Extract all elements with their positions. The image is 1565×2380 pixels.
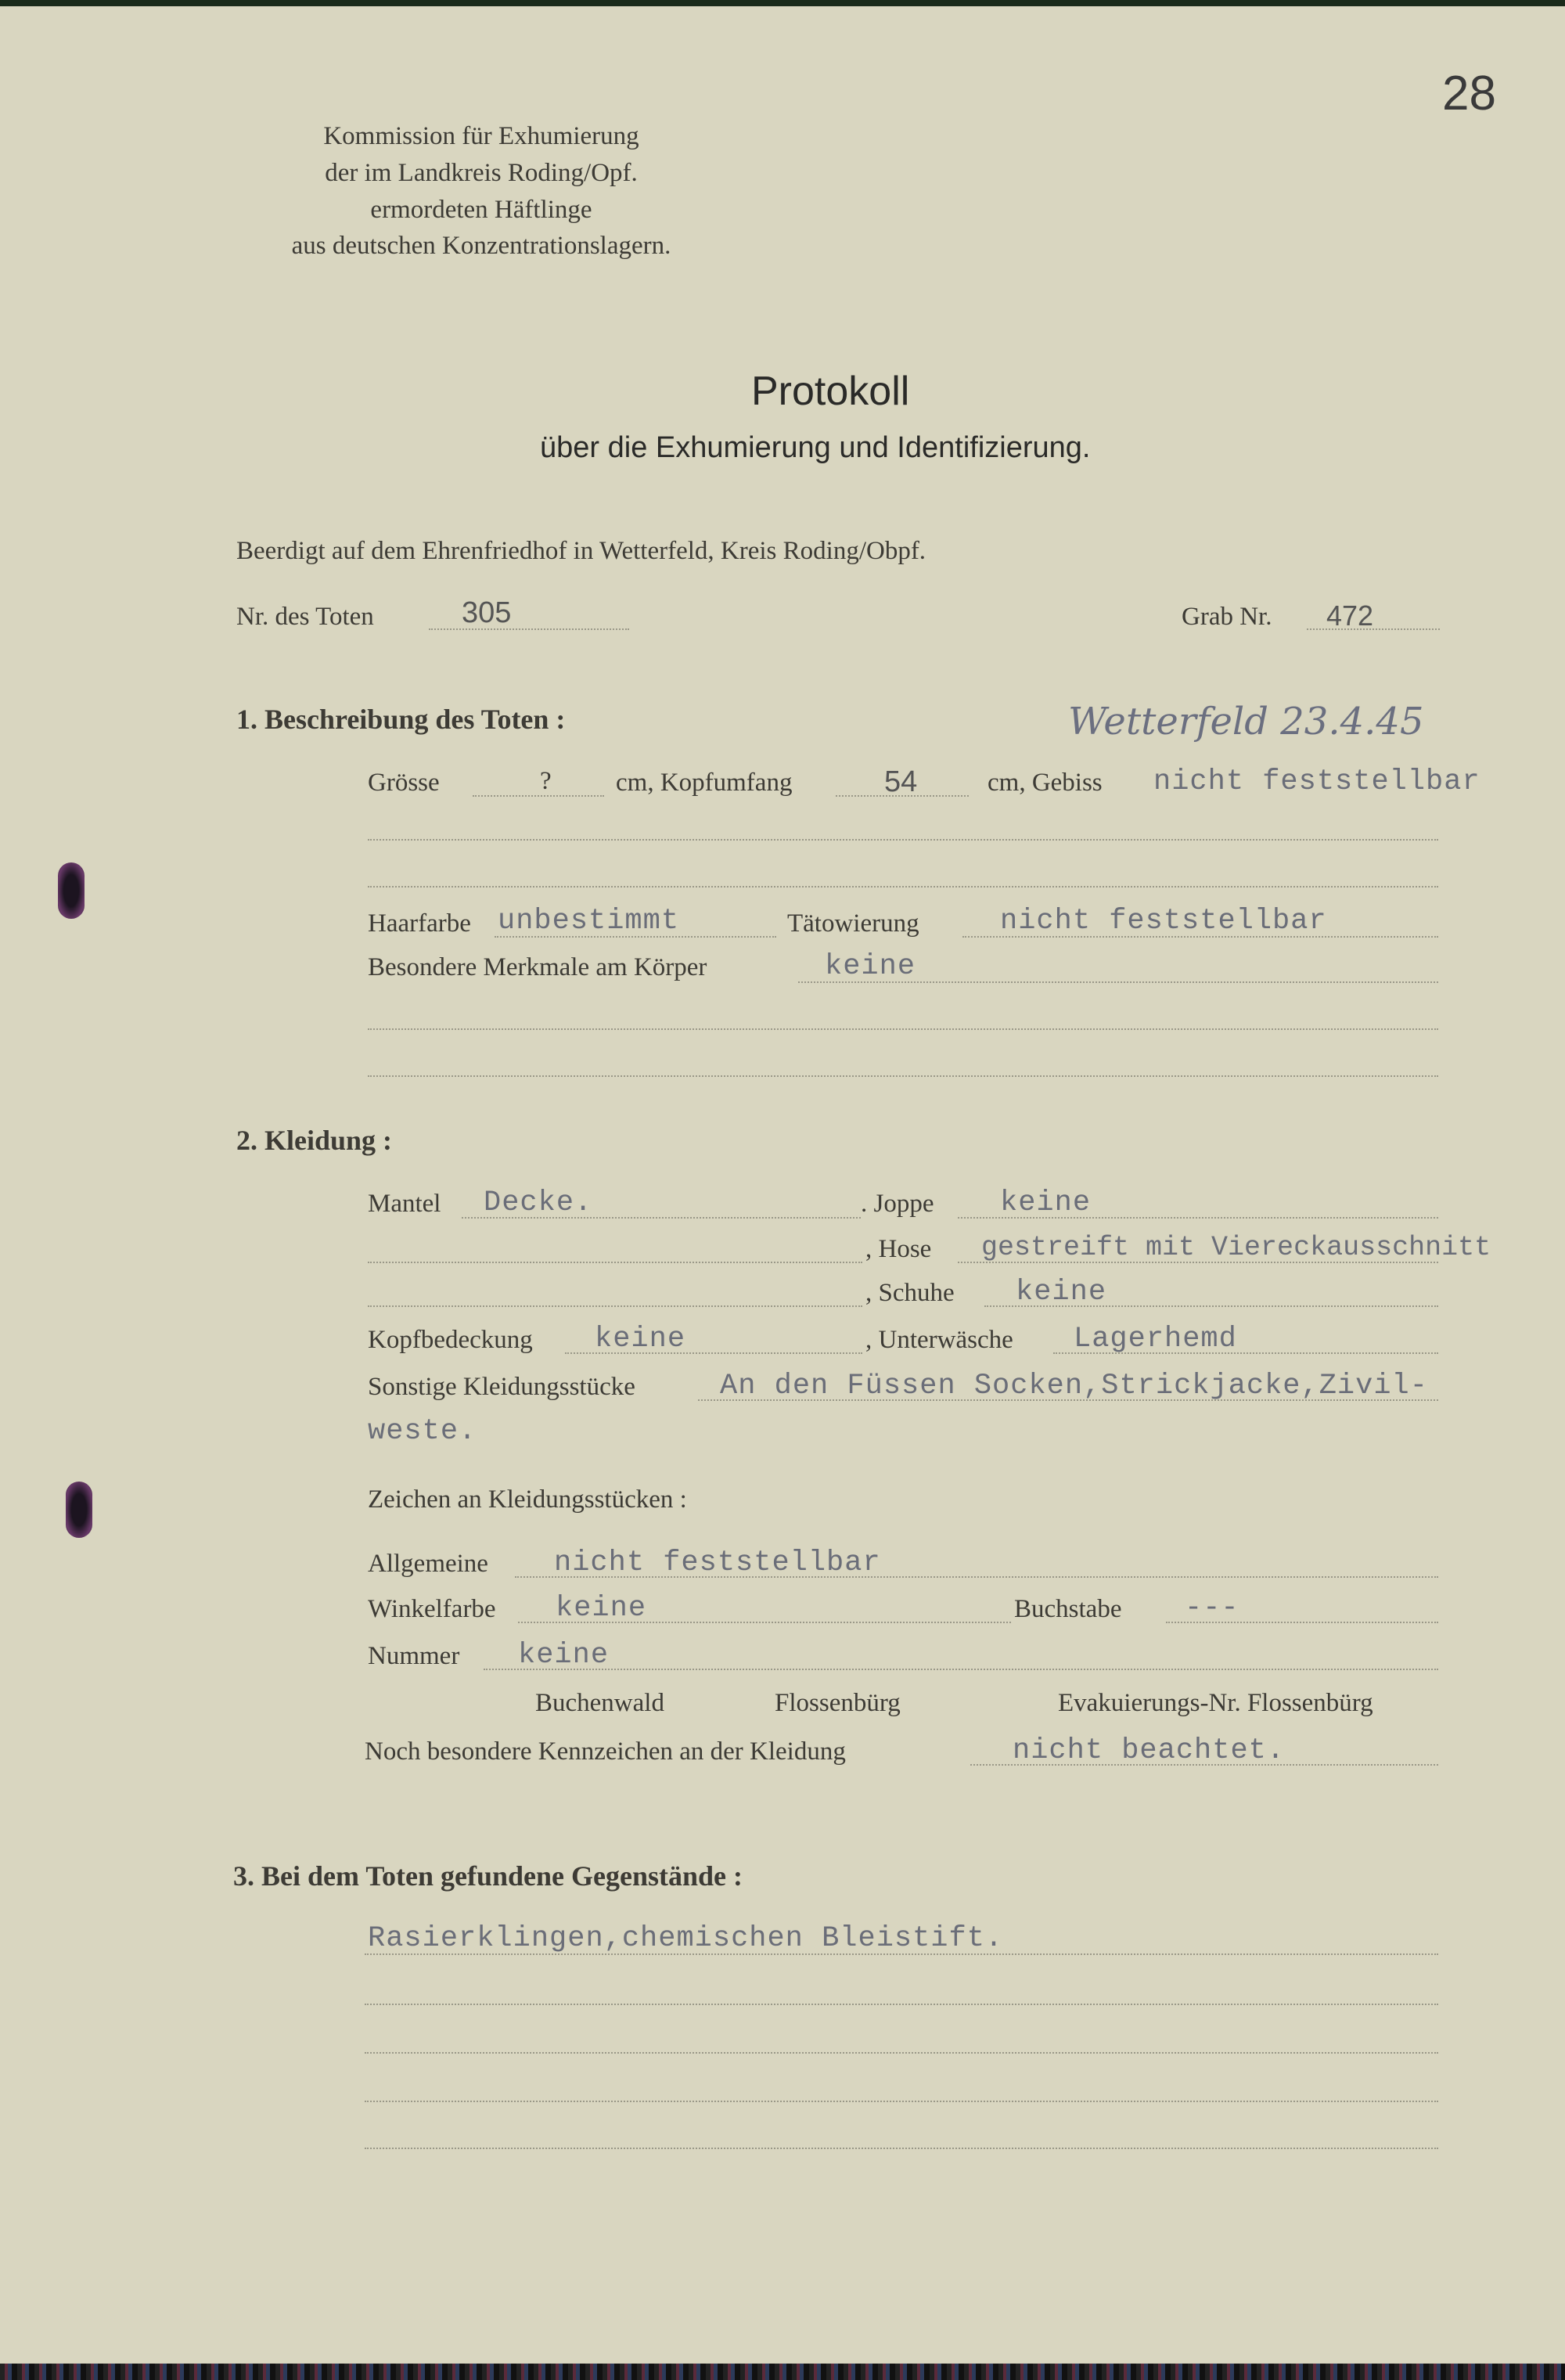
merkmale-value: keine: [825, 950, 916, 983]
cm-gebiss-label: cm, Gebiss: [988, 769, 1103, 797]
items-line-1: [365, 1953, 1438, 1955]
nummer-label: Nummer: [368, 1642, 460, 1670]
hose-value: gestreift mit Viereckausschnitt: [981, 1232, 1491, 1263]
punch-hole-upper: [58, 862, 85, 919]
blank-line-2: [368, 886, 1438, 888]
camp-buchenwald: Buchenwald: [535, 1689, 664, 1717]
evakuierungs-nr: Evakuierungs-Nr. Flossenbürg: [1058, 1689, 1373, 1717]
schuhe-value: keine: [1016, 1276, 1107, 1309]
buchstabe-label: Buchstabe: [1014, 1595, 1122, 1623]
hose-label: , Hose: [865, 1235, 932, 1263]
haarfarbe-label: Haarfarbe: [368, 909, 471, 938]
gebiss-value: nicht feststellbar: [1153, 765, 1480, 798]
handwritten-note: Wetterfeld 23.4.45: [1068, 700, 1424, 744]
unterwaesche-label: , Unterwäsche: [865, 1326, 1013, 1354]
schuhe-lead-line: [368, 1305, 862, 1307]
nummer-line: [484, 1669, 1438, 1670]
schuhe-label: , Schuhe: [865, 1279, 955, 1307]
items-line-3: [365, 2052, 1438, 2054]
kennzeichen-label: Noch besondere Kennzeichen an der Kleidung: [365, 1737, 846, 1766]
taetowierung-value: nicht feststellbar: [1000, 905, 1327, 938]
blank-line-4: [368, 1075, 1438, 1077]
blank-line-1: [368, 839, 1438, 841]
commission-line-1: Kommission für Exhumierung: [323, 122, 639, 150]
sonstige-value-1: An den Füssen Socken,Strickjacke,Zivil-: [720, 1370, 1428, 1402]
kopfbedeckung-label: Kopfbedeckung: [368, 1326, 533, 1354]
joppe-label: . Joppe: [861, 1190, 934, 1218]
groesse-label: Grösse: [368, 769, 440, 797]
scan-edge-top: [0, 0, 1565, 6]
cm-kopfumfang-label: cm, Kopfumfang: [616, 769, 793, 797]
section-2-heading: 2. Kleidung :: [236, 1125, 393, 1156]
items-line-4: [365, 2101, 1438, 2102]
section-1-heading: 1. Beschreibung des Toten :: [236, 704, 566, 735]
blank-line-3: [368, 1028, 1438, 1030]
kopfumfang-value: 54: [884, 765, 918, 798]
unterwaesche-value: Lagerhemd: [1074, 1323, 1237, 1356]
grave-number-value: 472: [1326, 600, 1374, 632]
haarfarbe-value: unbestimmt: [498, 905, 680, 938]
burial-place: Beerdigt auf dem Ehrenfriedhof in Wetterfeld, Kreis Roding/Obpf.: [236, 537, 926, 565]
document-title: Protokoll: [751, 369, 910, 414]
dead-number-label: Nr. des Toten: [236, 603, 374, 631]
found-items: Rasierklingen,chemischen Bleistift.: [368, 1922, 1004, 1955]
document-subtitle: über die Exhumierung und Identifizierung.: [540, 431, 1091, 464]
buchstabe-value: ---: [1185, 1592, 1239, 1625]
sonstige-value-2: weste.: [368, 1415, 477, 1448]
sonstige-label: Sonstige Kleidungsstücke: [368, 1373, 635, 1401]
merkmale-label: Besondere Merkmale am Körper: [368, 953, 707, 981]
winkelfarbe-label: Winkelfarbe: [368, 1595, 496, 1623]
groesse-value: ?: [540, 767, 552, 795]
joppe-value: keine: [1000, 1186, 1092, 1219]
commission-line-2: der im Landkreis Roding/Opf.: [325, 159, 638, 187]
kopfbedeckung-value: keine: [595, 1323, 686, 1356]
winkelfarbe-value: keine: [556, 1592, 647, 1625]
nummer-value: keine: [518, 1639, 610, 1672]
hose-lead-line: [368, 1262, 862, 1263]
groesse-line: [473, 795, 604, 797]
grave-number-label: Grab Nr.: [1182, 603, 1272, 631]
allgemeine-label: Allgemeine: [368, 1550, 488, 1578]
dead-number-value: 305: [462, 596, 512, 629]
mantel-value: Decke.: [484, 1186, 593, 1219]
taetowierung-label: Tätowierung: [787, 909, 919, 938]
scan-edge-bottom: [0, 2364, 1565, 2380]
kennzeichen-value: nicht beachtet.: [1013, 1734, 1286, 1767]
dead-number-line: [429, 628, 629, 630]
page-number: 28: [1442, 67, 1496, 121]
allgemeine-value: nicht feststellbar: [554, 1546, 881, 1579]
camp-flossenbuerg: Flossenbürg: [775, 1689, 901, 1717]
commission-line-4: aus deutschen Konzentrationslagern.: [291, 232, 671, 260]
section-3-heading: 3. Bei dem Toten gefundene Gegenstände :: [233, 1860, 743, 1892]
items-line-2: [365, 2004, 1438, 2005]
mantel-label: Mantel: [368, 1190, 441, 1218]
commission-line-3: ermordeten Häftlinge: [370, 196, 592, 224]
zeichen-label: Zeichen an Kleidungsstücken :: [368, 1485, 687, 1514]
items-line-5: [365, 2148, 1438, 2149]
punch-hole-lower: [66, 1482, 92, 1538]
